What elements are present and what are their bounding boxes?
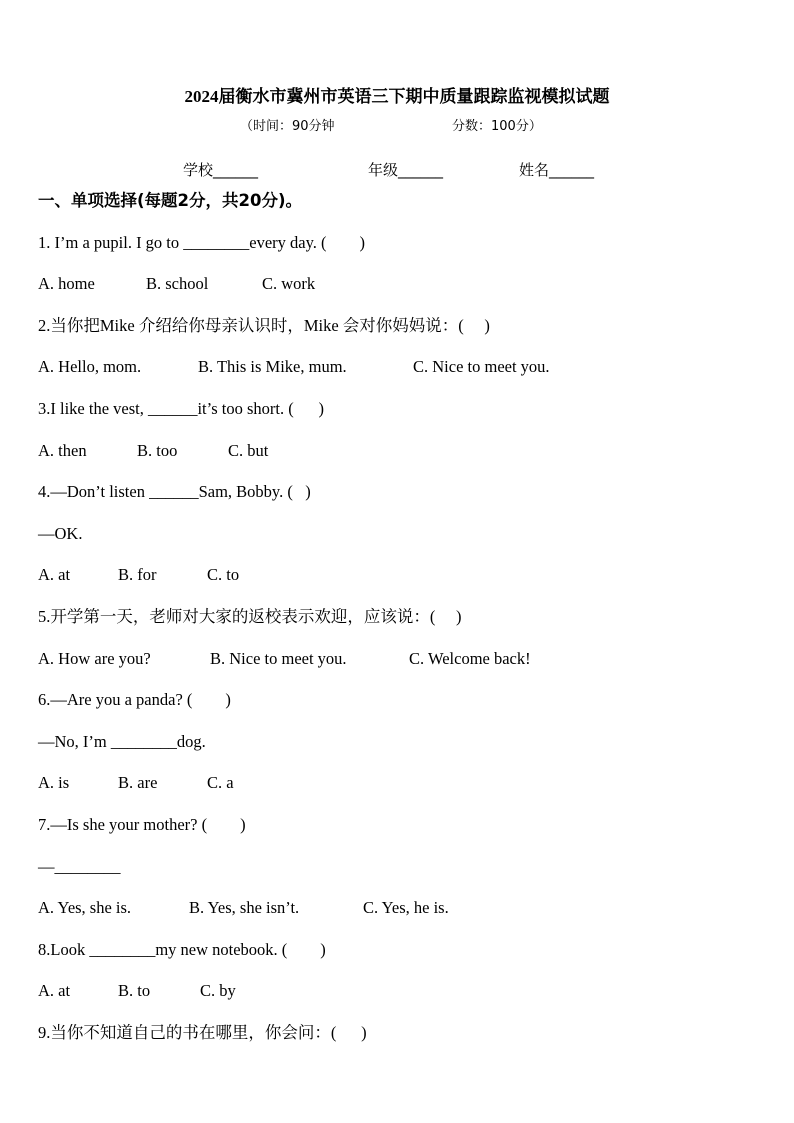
exam-time: （时间：90分钟 xyxy=(240,119,335,134)
option-b[interactable]: B. are xyxy=(118,773,158,792)
school-field[interactable]: 学校______ xyxy=(183,161,259,179)
option-c[interactable]: C. Yes, he is. xyxy=(363,898,449,917)
option-c[interactable]: C. work xyxy=(262,274,316,293)
name-field[interactable]: 姓名______ xyxy=(519,161,595,179)
exam-score: 分数：100分） xyxy=(452,119,542,134)
option-c[interactable]: C. Nice to meet you. xyxy=(413,357,550,376)
question-1-options xyxy=(38,274,315,294)
question-8-options xyxy=(38,981,236,1001)
question-3: 3.I like the vest, ______it’s too short. ( ) xyxy=(38,399,324,418)
option-a[interactable]: A. How are you? xyxy=(38,649,151,668)
option-c[interactable]: C. a xyxy=(207,773,234,792)
question-6: 6.—Are you a panda? ( ) xyxy=(38,690,231,709)
question-2-options xyxy=(38,357,550,377)
option-a[interactable]: A. home xyxy=(38,274,95,293)
question-8: 8.Look ________my new notebook. ( ) xyxy=(38,940,326,959)
exam-title: 2024届衡水市冀州市英语三下期中质量跟踪监视模拟试题 xyxy=(184,87,610,106)
option-b[interactable]: B. Nice to meet you. xyxy=(210,649,347,668)
grade-field[interactable]: 年级______ xyxy=(368,161,444,179)
option-b[interactable]: B. Yes, she isn’t. xyxy=(189,898,300,917)
option-c[interactable]: C. but xyxy=(228,441,269,460)
option-b[interactable]: B. school xyxy=(146,274,209,293)
question-5: 5.开学第一天，老师对大家的返校表示欢迎，应该说：( ) xyxy=(38,607,462,626)
option-a[interactable]: A. Yes, she is. xyxy=(38,898,132,917)
question-1: 1. I’m a pupil. I go to ________every day. ( ) xyxy=(38,233,366,252)
option-b[interactable]: B. for xyxy=(118,565,157,584)
question-4-reply: —OK. xyxy=(38,524,83,543)
option-c[interactable]: C. to xyxy=(207,565,240,584)
question-9: 9.当你不知道自己的书在哪里，你会问：( ) xyxy=(38,1023,367,1042)
question-5-options xyxy=(38,649,531,669)
option-c[interactable]: C. Welcome back! xyxy=(409,649,531,668)
question-7-options xyxy=(38,898,449,918)
question-6-reply: —No, I’m ________dog. xyxy=(38,732,206,751)
option-c[interactable]: C. by xyxy=(200,981,236,1000)
option-b[interactable]: B. too xyxy=(137,441,178,460)
question-6-options xyxy=(38,773,234,793)
option-a[interactable]: A. at xyxy=(38,565,71,584)
question-7-reply: —________ xyxy=(38,857,121,876)
option-b[interactable]: B. to xyxy=(118,981,151,1000)
option-a[interactable]: A. at xyxy=(38,981,71,1000)
option-a[interactable]: A. Hello, mom. xyxy=(38,357,142,376)
section-heading: 一、单项选择(每题2分，共20分)。 xyxy=(38,191,303,210)
question-4-options xyxy=(38,565,239,585)
option-b[interactable]: B. This is Mike, mum. xyxy=(198,357,347,376)
question-4: 4.—Don’t listen ______Sam, Bobby. ( ) xyxy=(38,482,311,501)
option-a[interactable]: A. then xyxy=(38,441,87,460)
question-3-options xyxy=(38,441,268,461)
option-a[interactable]: A. is xyxy=(38,773,70,792)
question-7: 7.—Is she your mother? ( ) xyxy=(38,815,246,834)
question-2: 2.当你把Mike 介绍给你母亲认识时，Mike 会对你妈妈说：( ) xyxy=(38,316,490,335)
